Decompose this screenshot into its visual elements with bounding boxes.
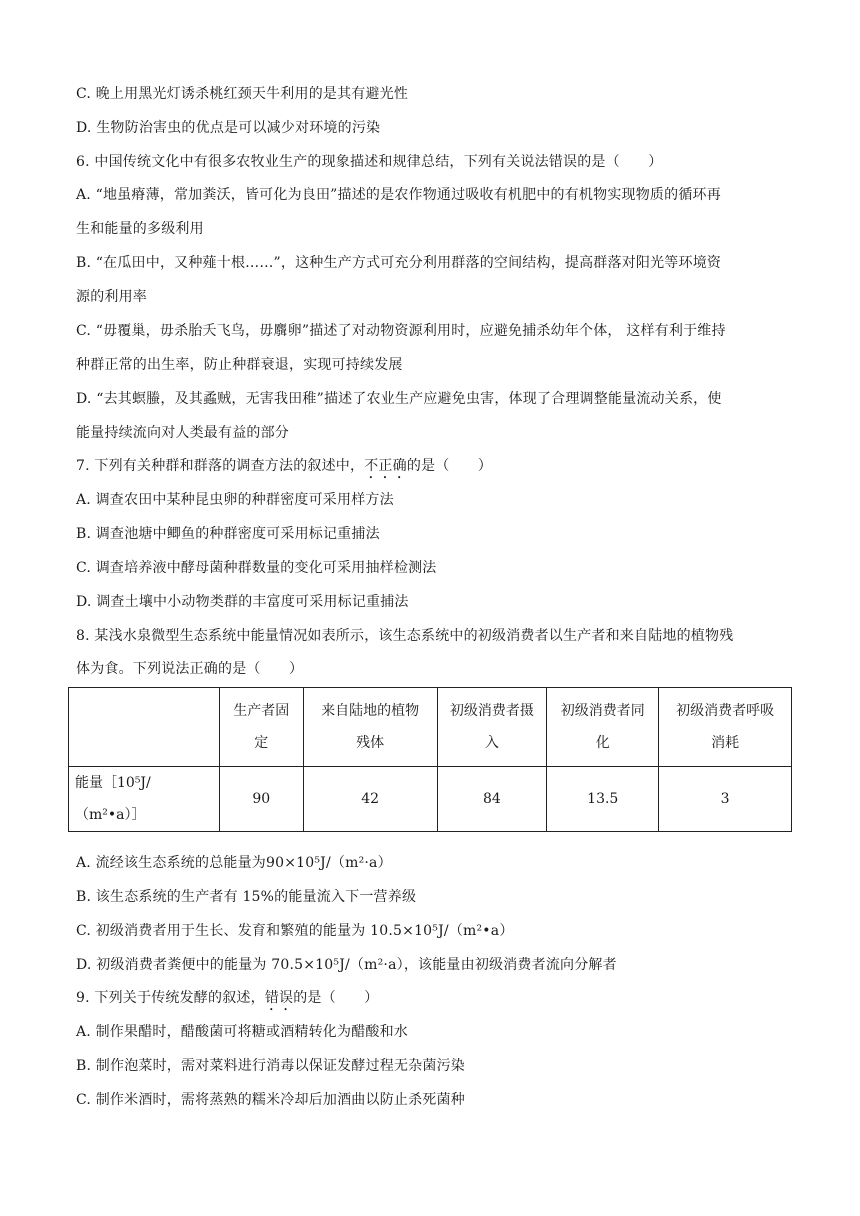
- table-row-label: 能量［10⁵J/（m²•a）］: [69, 767, 220, 832]
- table-header-cell: 生产者固 定: [219, 688, 303, 767]
- question-7-stem: [76, 456, 492, 482]
- table-header-cell: 初级消费者同 化: [547, 688, 659, 767]
- table-cell: 90: [219, 767, 303, 832]
- table-cell: 84: [437, 767, 547, 832]
- question-8-stem-line2: 体为食。下列说法正确的是（ ）: [76, 661, 304, 677]
- q7-option-c: C. 调查培养液中酵母菌种群数量的变化可采用抽样检测法: [76, 560, 437, 576]
- table-header-cell: 初级消费者呼吸 消耗: [659, 688, 792, 767]
- q7-stem-post: 的是（ ）: [406, 458, 493, 474]
- q7-option-b: B. 调查池塘中鲫鱼的种群密度可采用标记重捕法: [76, 526, 380, 542]
- q9-option-a: A. 制作果醋时，醋酸菌可将糖或酒精转化为醋酸和水: [76, 1024, 409, 1040]
- q6-option-c-line1: C. “毋覆巢，毋杀胎夭飞鸟，毋麛卵”描述了对动物资源利用时，应避免捕杀幼年个体， 这样有利于维持: [76, 323, 726, 339]
- q9-emphasis: 错误: [264, 990, 294, 1006]
- q7-emphasis: 不正确: [364, 458, 407, 474]
- q8-option-d: D. 初级消费者粪便中的能量为 70.5×10⁵J/（m²·a），该能量由初级消费者流向分解者: [76, 957, 617, 973]
- energy-table: [68, 687, 792, 832]
- q6-option-b-line2: 源的利用率: [76, 289, 147, 305]
- q6-option-a-line2: 生和能量的多级利用: [76, 221, 204, 237]
- q8-option-a: A. 流经该生态系统的总能量为90×10⁵J/（m²·a）: [76, 855, 392, 871]
- q7-option-d: D. 调查土壤中小动物类群的丰富度可采用标记重捕法: [76, 594, 409, 610]
- q7-option-a: A. 调查农田中某种昆虫卵的种群密度可采用样方法: [76, 492, 394, 508]
- option-d-q5: D. 生物防治害虫的优点是可以减少对环境的污染: [76, 120, 381, 136]
- q8-option-b: B. 该生态系统的生产者有 15%的能量流入下一营养级: [76, 889, 417, 905]
- table-header-cell: 初级消费者摄 入: [437, 688, 547, 767]
- table-cell: 42: [303, 767, 437, 832]
- q8-option-c: C. 初级消费者用于生长、发育和繁殖的能量为 10.5×10⁵J/（m²•a）: [76, 923, 514, 939]
- option-c-q5: C. 晚上用黑光灯诱杀桃红颈天牛利用的是其有避光性: [76, 86, 409, 102]
- q7-stem-pre: 7. 下列有关种群和群落的调查方法的叙述中，: [76, 458, 365, 474]
- q9-option-c: C. 制作米酒时，需将蒸熟的糯米冷却后加酒曲以防止杀死菌种: [76, 1092, 465, 1108]
- table-cell: 3: [659, 767, 792, 832]
- table-header-cell: 来自陆地的植物 残体: [303, 688, 437, 767]
- q9-stem-pre: 9. 下列关于传统发酵的叙述，: [76, 990, 265, 1006]
- q9-option-b: B. 制作泡菜时，需对菜料进行消毒以保证发酵过程无杂菌污染: [76, 1058, 465, 1074]
- table-cell: 13.5: [547, 767, 659, 832]
- question-6-stem: 6. 中国传统文化中有很多农牧业生产的现象描述和规律总结，下列有关说法错误的是（ ）: [76, 154, 663, 170]
- q6-option-a-line1: A. “地虽瘠薄，常加粪沃，皆可化为良田”描述的是农作物通过吸收有机肥中的有机物实现物质的循环再: [76, 187, 721, 203]
- q6-option-d-line1: D. “去其螟螣，及其蟊贼，无害我田稚”描述了农业生产应避免虫害，体现了合理调整能量流动关系，使: [76, 391, 722, 407]
- q9-stem-post: 的是（ ）: [293, 990, 379, 1006]
- q6-option-b-line1: B. “在瓜田中，又种薤十根……”，这种生产方式可充分利用群落的空间结构，提高群落对阳光等环境资: [76, 255, 722, 271]
- question-8-stem-line1: 8. 某浅水泉微型生态系统中能量情况如表所示，该生态系统中的初级消费者以生产者和来自陆地的植物残: [76, 628, 734, 644]
- q6-option-c-line2: 种群正常的出生率，防止种群衰退，实现可持续发展: [76, 357, 403, 373]
- table-header-row: [69, 688, 792, 767]
- table-corner-cell: [69, 688, 220, 767]
- question-9-stem: [76, 988, 378, 1014]
- q6-option-d-line2: 能量持续流向对人类最有益的部分: [76, 425, 289, 441]
- table-row: [69, 767, 792, 832]
